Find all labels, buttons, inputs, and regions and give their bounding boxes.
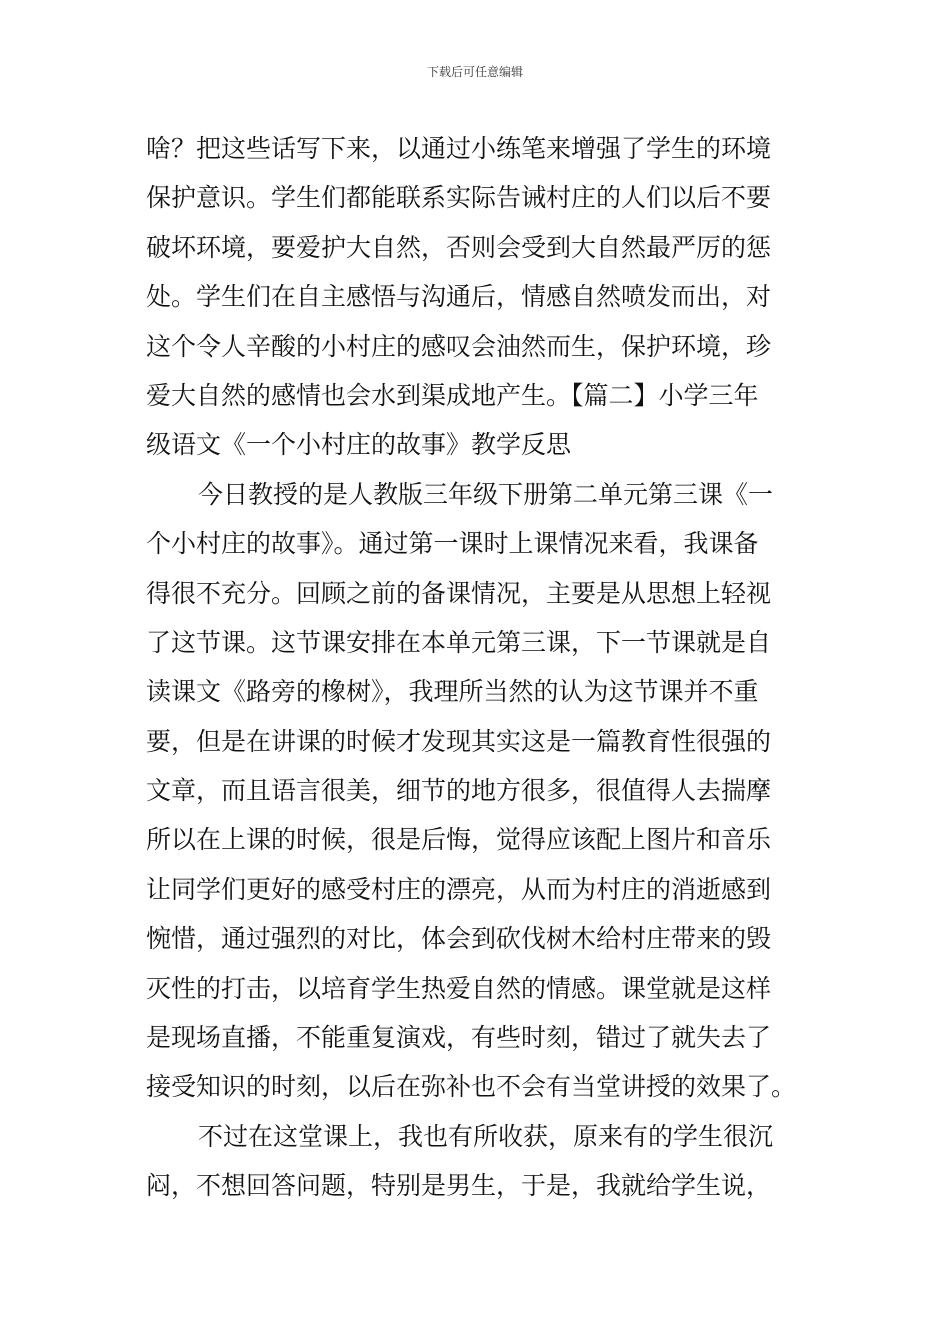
- text-line: 个小村庄的故事》。通过第一课时上课情况来看，我课备: [146, 529, 759, 559]
- text-line: 级语文《一个小村庄的故事》教学反思: [146, 430, 572, 460]
- text-line: 让同学们更好的感受村庄的漂亮，从而为村庄的消逝感到: [146, 874, 772, 904]
- text-line: 得很不充分。回顾之前的备课情况，主要是从思想上轻视: [146, 578, 772, 608]
- paragraph-first-line: 不过在这堂课上，我也有所收获，原来有的学生很沉: [198, 1121, 774, 1151]
- text-line: 爱大自然的感情也会水到渠成地产生。【篇二】小学三年: [146, 380, 759, 410]
- document-body: [146, 124, 810, 1211]
- page-header: 下载后可任意编辑: [426, 65, 523, 79]
- text-line: 文章，而且语言很美，细节的地方很多，很值得人去揣摩: [146, 776, 772, 806]
- text-line: 读课文《路旁的橡树》，我理所当然的认为这节课并不重: [146, 677, 759, 707]
- text-line: 要，但是在讲课的时候才发现其实这是一篇教育性很强的: [146, 726, 772, 756]
- text-line: 闷，不想回答问题，特别是男生，于是，我就给学生说，: [146, 1171, 772, 1201]
- text-line: 啥？把这些话写下来，以通过小练笔来增强了学生的环境: [146, 134, 772, 163]
- text-line: 破坏环境，要爱护大自然，否则会受到大自然最严厉的惩: [146, 232, 772, 262]
- text-line: 接受知识的时刻，以后在弥补也不会有当堂讲授的效果了。: [146, 1072, 797, 1102]
- text-line: 保护意识。学生们都能联系实际告诫村庄的人们以后不要: [146, 183, 772, 213]
- text-line: 惋惜，通过强烈的对比，体会到砍伐树木给村庄带来的毁: [146, 924, 772, 954]
- text-line: 所以在上课的时候，很是后悔，觉得应该配上图片和音乐: [146, 825, 772, 855]
- paragraph-first-line: 今日教授的是人教版三年级下册第二单元第三课《一: [198, 479, 774, 509]
- text-line: 处。学生们在自主感悟与沟通后，情感自然喷发而出，对: [146, 282, 772, 312]
- text-line: 是现场直播，不能重复演戏，有些时刻，错过了就失去了: [146, 1023, 772, 1053]
- text-line: 了这节课。这节课安排在本单元第三课，下一节课就是自: [146, 627, 772, 657]
- text-line: 灭性的打击，以培育学生热爱自然的情感。课堂就是这样: [146, 973, 772, 1003]
- text-line: 这个令人辛酸的小村庄的感叹会油然而生，保护环境，珍: [146, 331, 772, 361]
